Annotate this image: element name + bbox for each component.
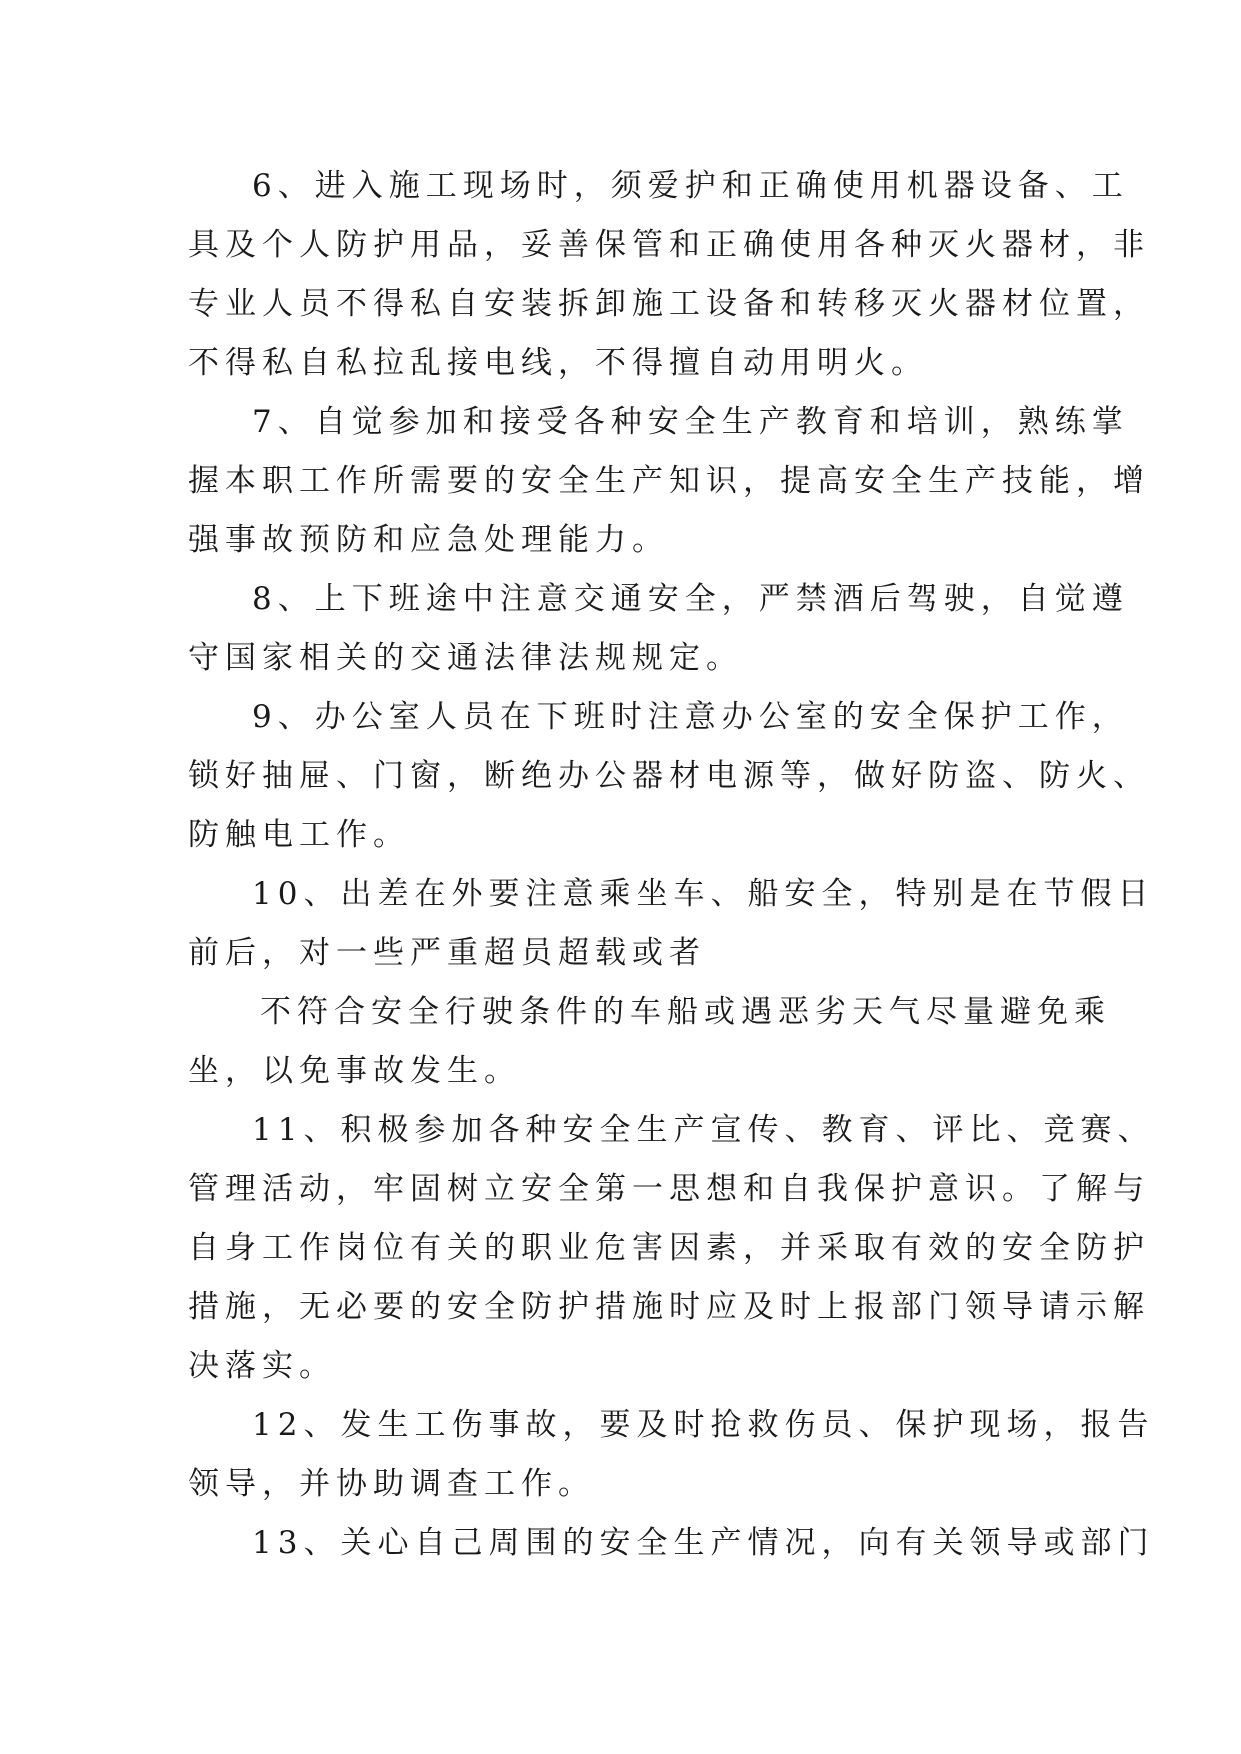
document-body (188, 157, 1155, 1573)
text-line: 锁好抽屉、门窗，断绝办公器材电源等，做好防盗、防火、 (188, 758, 1150, 794)
text-line: 10、出差在外要注意乘坐车、船安全，特别是在节假日 (252, 876, 1155, 912)
text-line: 8、上下班途中注意交通安全，严禁酒后驾驶，自觉遵 (252, 581, 1129, 617)
text-line: 11、积极参加各种安全生产宣传、教育、评比、竞赛、 (252, 1112, 1155, 1148)
text-line: 管理活动，牢固树立安全第一思想和自我保护意识。了解与 (188, 1171, 1150, 1207)
text-line: 12、发生工伤事故，要及时抢救伤员、保护现场，报告 (252, 1407, 1155, 1443)
text-line: 守国家相关的交通法律法规规定。 (188, 640, 743, 676)
text-line: 自身工作岗位有关的职业危害因素，并采取有效的安全防护 (188, 1230, 1150, 1266)
text-line: 6、进入施工现场时，须爱护和正确使用机器设备、工 (252, 168, 1129, 204)
text-line: 领导，并协助调查工作。 (188, 1466, 595, 1502)
text-line: 前后，对一些严重超员超载或者 (188, 935, 706, 971)
text-line: 握本职工作所需要的安全生产知识，提高安全生产技能，增 (188, 463, 1150, 499)
text-line: 13、关心自己周围的安全生产情况，向有关领导或部门 (252, 1525, 1155, 1561)
text-line: 7、自觉参加和接受各种安全生产教育和培训，熟练掌 (252, 404, 1129, 440)
text-line: 坐，以免事故发生。 (188, 1053, 521, 1089)
text-line: 强事故预防和应急处理能力。 (188, 522, 669, 558)
text-line: 不得私自私拉乱接电线，不得擅自动用明火。 (188, 345, 928, 381)
text-line: 措施，无必要的安全防护措施时应及时上报部门领导请示解 (188, 1289, 1150, 1325)
text-line: 防触电工作。 (188, 817, 410, 853)
text-line: 不符合安全行驶条件的车船或遇恶劣天气尽量避免乘 (260, 994, 1111, 1030)
text-line: 决落实。 (188, 1348, 336, 1384)
text-line: 具及个人防护用品，妥善保管和正确使用各种灭火器材，非 (188, 227, 1150, 263)
text-line: 专业人员不得私自安装拆卸施工设备和转移灭火器材位置， (188, 286, 1150, 322)
text-line: 9、办公室人员在下班时注意办公室的安全保护工作， (252, 699, 1129, 735)
